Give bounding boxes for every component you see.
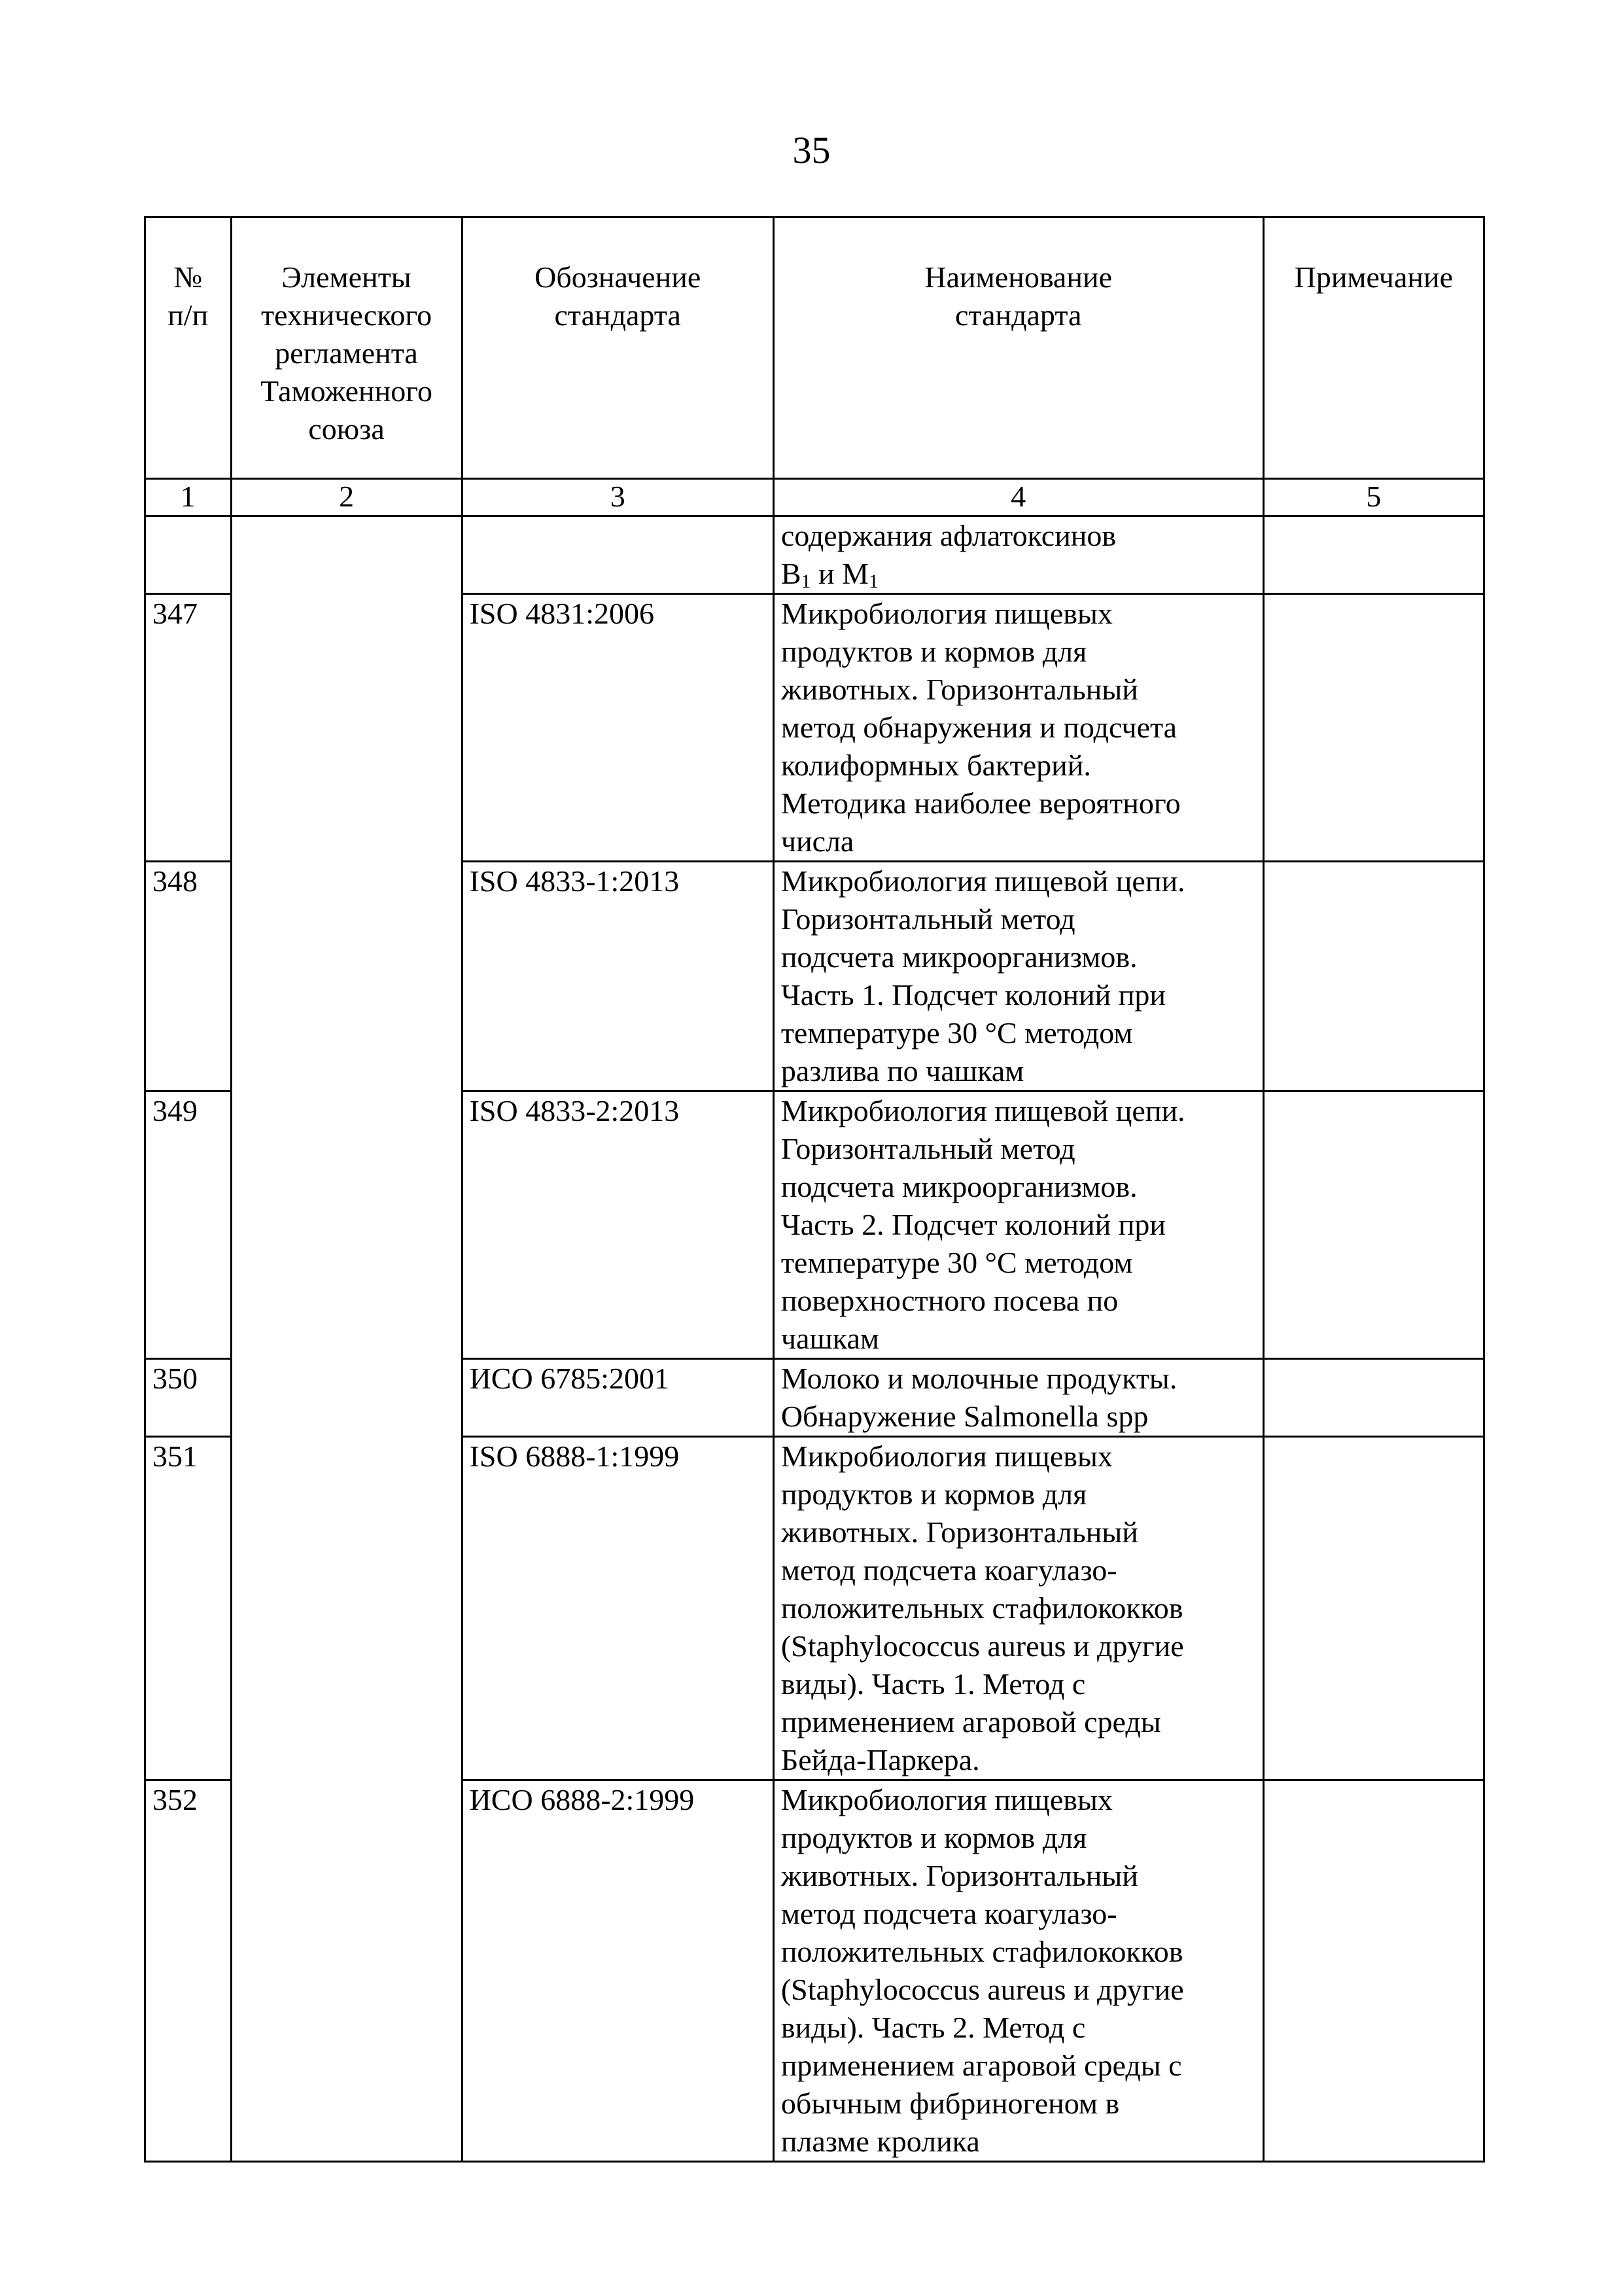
column-number-3: 3 xyxy=(462,479,773,516)
standard-name-line: животных. Горизонтальный xyxy=(780,1859,1138,1892)
column-number-1: 1 xyxy=(145,479,232,516)
standard-name-line: температуре 30 °С методом xyxy=(780,1016,1133,1050)
standard-name-line: подсчета микроорганизмов. xyxy=(780,1170,1138,1203)
standard-name-line: животных. Горизонтальный xyxy=(780,673,1138,706)
standard-name-line: разлива по чашкам xyxy=(780,1054,1024,1087)
standard-designation: ISO 4833-1:2013 xyxy=(462,862,773,1091)
standard-name-line: поверхностного посева по xyxy=(780,1284,1119,1317)
standard-name-line: продуктов и кормов для xyxy=(780,1477,1087,1511)
continuation-number xyxy=(145,516,232,594)
standard-name-line: продуктов и кормов для xyxy=(780,635,1087,668)
standard-name-line: Микробиология пищевой цепи. xyxy=(780,1094,1185,1127)
standard-designation: ISO 4833-2:2013 xyxy=(462,1091,773,1359)
column-numbers-row xyxy=(145,479,1484,516)
page-number: 35 xyxy=(792,129,831,171)
standard-name-line: (Staphylococcus aureus и другие xyxy=(780,1973,1184,2006)
standard-name-line: виды). Часть 1. Метод с xyxy=(780,1667,1086,1701)
standard-name-line: чашкам xyxy=(780,1322,879,1355)
standard-designation: ИСО 6888-2:1999 xyxy=(462,1780,773,2162)
continuation-name xyxy=(773,516,1263,594)
standard-name-line: Обнаружение Salmonella spp xyxy=(780,1400,1149,1433)
row-number: 351 xyxy=(145,1437,232,1780)
column-number-5: 5 xyxy=(1263,479,1484,516)
note-cell xyxy=(1263,862,1484,1091)
standard-name-line: числа xyxy=(780,824,854,858)
standard-designation: ISO 4831:2006 xyxy=(462,594,773,862)
header-elements: Элементы технического регламента Таможенного союза xyxy=(231,217,462,479)
row-number: 348 xyxy=(145,862,232,1091)
standard-name-line: применением агаровой среды с xyxy=(780,2049,1182,2082)
note-cell xyxy=(1263,1780,1484,2162)
row-number: 349 xyxy=(145,1091,232,1359)
header-note: Примечание xyxy=(1263,217,1484,479)
row-number: 347 xyxy=(145,594,232,862)
standard-name-line: подсчета микроорганизмов. xyxy=(780,940,1138,974)
continuation-line-2: $B_1$ и $M_1$ xyxy=(780,557,879,592)
continuation-code xyxy=(462,516,773,594)
standard-name-line: Микробиология пищевых xyxy=(780,597,1113,630)
standard-name-line: температуре 30 °С методом xyxy=(780,1246,1133,1279)
header-number: № п/п xyxy=(145,217,232,479)
standard-name-line: Часть 2. Подсчет колоний при xyxy=(780,1208,1166,1241)
header-name: Наименование стандарта xyxy=(773,217,1263,479)
standard-name-line: (Staphylococcus aureus и другие xyxy=(780,1629,1184,1663)
standard-name-line: метод обнаружения и подсчета xyxy=(780,711,1178,744)
continuation-line-1: содержания афлатоксинов xyxy=(780,519,1117,552)
standard-name-line: Бейда-Паркера. xyxy=(780,1743,980,1776)
standard-name-line: Методика наиболее вероятного xyxy=(780,786,1181,820)
standard-name xyxy=(773,1437,1263,1780)
standard-name-line: метод подсчета коагулазо- xyxy=(780,1897,1117,1930)
standard-name-line: применением агаровой среды xyxy=(780,1705,1161,1739)
standard-name-line: Часть 1. Подсчет колоний при xyxy=(780,978,1166,1012)
standard-name-line: Горизонтальный метод xyxy=(780,1132,1075,1165)
note-cell xyxy=(1263,1437,1484,1780)
standard-name xyxy=(773,1091,1263,1359)
table-header-row xyxy=(145,217,1484,479)
column-number-2: 2 xyxy=(231,479,462,516)
standards-table xyxy=(144,216,1485,2163)
standard-name-line: метод подсчета коагулазо- xyxy=(780,1553,1117,1587)
standard-designation: ISO 6888-1:1999 xyxy=(462,1437,773,1780)
standard-name xyxy=(773,1780,1263,2162)
elements-cell xyxy=(231,516,462,2162)
continuation-row xyxy=(145,516,1484,594)
standard-name-line: животных. Горизонтальный xyxy=(780,1515,1138,1549)
standard-name-line: колиформных бактерий. xyxy=(780,749,1091,782)
standard-name-line: Микробиология пищевых xyxy=(780,1783,1113,1816)
standard-name-line: положительных стафилококков xyxy=(780,1591,1183,1625)
standard-name-line: Микробиология пищевой цепи. xyxy=(780,864,1185,898)
standard-name-line: обычным фибриногеном в xyxy=(780,2087,1120,2120)
standard-designation: ИСО 6785:2001 xyxy=(462,1359,773,1437)
standard-name-line: положительных стафилококков xyxy=(780,1935,1183,1968)
standard-name xyxy=(773,594,1263,862)
standard-name-line: виды). Часть 2. Метод с xyxy=(780,2011,1086,2044)
standard-name-line: Микробиология пищевых xyxy=(780,1439,1113,1473)
header-designation: Обозначение стандарта xyxy=(462,217,773,479)
note-cell xyxy=(1263,594,1484,862)
row-number: 352 xyxy=(145,1780,232,2162)
standard-name xyxy=(773,862,1263,1091)
standard-name xyxy=(773,1359,1263,1437)
row-number: 350 xyxy=(145,1359,232,1437)
standard-name-line: Молоко и молочные продукты. xyxy=(780,1362,1178,1395)
note-cell xyxy=(1263,1359,1484,1437)
standard-name-line: продуктов и кормов для xyxy=(780,1821,1087,1854)
note-cell xyxy=(1263,1091,1484,1359)
standard-name-line: Горизонтальный метод xyxy=(780,902,1075,936)
column-number-4: 4 xyxy=(773,479,1263,516)
standard-name-line: плазме кролика xyxy=(780,2125,980,2158)
continuation-note xyxy=(1263,516,1484,594)
